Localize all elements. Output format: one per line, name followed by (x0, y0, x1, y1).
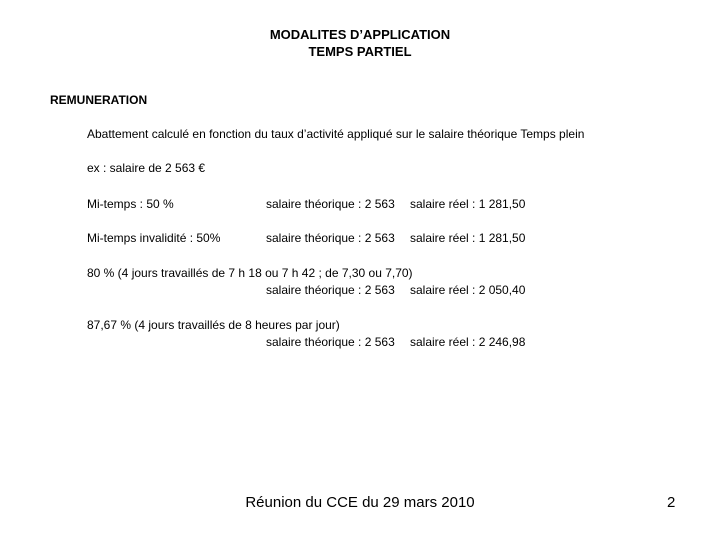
page-number: 2 (667, 494, 676, 511)
title-line-2: TEMPS PARTIEL (308, 44, 412, 59)
row-real: salaire réel : 2 050,40 (410, 283, 526, 297)
title-line-1: MODALITES D’APPLICATION (269, 27, 451, 42)
row-theoretical: salaire théorique : 2 563 (266, 197, 395, 211)
row-theoretical: salaire théorique : 2 563 (266, 283, 395, 297)
row-theoretical: salaire théorique : 2 563 (266, 335, 395, 349)
row-label: 80 % (4 jours travaillés de 7 h 18 ou 7 h 42 ; de 7,30 ou 7,70) (87, 266, 413, 280)
footer-text: Réunion du CCE du 29 mars 2010 (245, 494, 475, 511)
row-label: 87,67 % (4 jours travaillés de 8 heures par jour) (87, 318, 340, 332)
row-label: Mi-temps invalidité : 50% (87, 231, 221, 245)
intro-text: Abattement calculé en fonction du taux d’activité appliqué sur le salaire théorique Temps plein (87, 127, 585, 141)
row-real: salaire réel : 2 246,98 (410, 335, 526, 349)
section-title: REMUNERATION (50, 93, 148, 107)
row-label: Mi-temps : 50 % (87, 197, 174, 211)
row-theoretical: salaire théorique : 2 563 (266, 231, 395, 245)
row-real: salaire réel : 1 281,50 (410, 231, 526, 245)
example-text: ex : salaire de 2 563 € (87, 161, 206, 175)
row-real: salaire réel : 1 281,50 (410, 197, 526, 211)
